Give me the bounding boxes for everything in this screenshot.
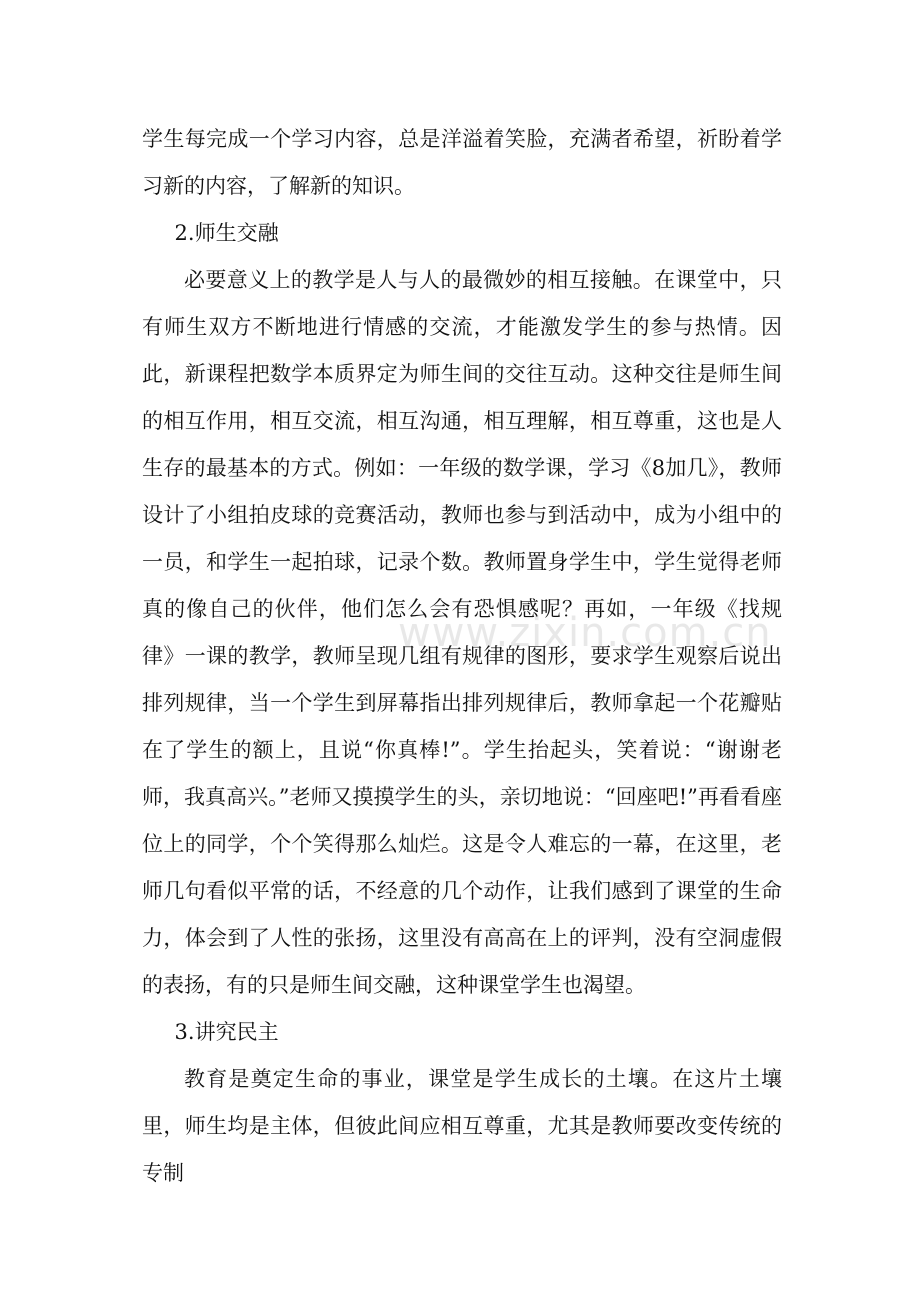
paragraph-body: 必要意义上的教学是人与人的最微妙的相互接触。在课堂中，只有师生双方不断地进行情感的交流，才能激发学生的参与热情。因此，新课程把数学本质界定为师生间的交往互动。这种交往是师生间的相互作用，相互交流，相互沟通，相互理解，相互尊重，这也是人生存的最基本的方式。例如：一年级的数学课，学习《8加几》，教师设计了小组拍皮球的竞赛活动，教师也参与到活动中，成为小组中的一员，和学生一起拍球，记录个数。教师置身学生中，学生觉得老师真的像自己的伙伴，他们怎么会有恐惧感呢？再如，一年级《找规律》一课的教学，教师呈现几组有规律的图形，要求学生观察后说出排列规律，当一个学生到屏幕指出排列规律后，教师拿起一个花瓣贴在了学生的额上，且说“你真棒!”。学生抬起头，笑着说：“谢谢老师，我真高兴。”老师又摸摸学生的头，亲切地说：“回座吧!”再看看座位上的同学，个个笑得那么灿烂。这是令人难忘的一幕，在这里，老师几句看似平常的话，不经意的几个动作，让我们感到了课堂的生命力，体会到了人性的张扬，这里没有高高在上的评判，没有空洞虚假的表扬，有的只是师生间交融，这种课堂学生也渴望。 [142, 268, 782, 997]
watermark: www.zixin.com.cn [398, 610, 772, 656]
section-heading-democracy: 3.讲究民主 [174, 1020, 279, 1044]
document-page [142, 116, 782, 1197]
section-heading-teacher-student-fusion: 2.师生交融 [174, 221, 279, 245]
paragraph-continuation: 学生每完成一个学习内容，总是洋溢着笑脸，充满者希望，祈盼着学习新的内容，了解新的知识。 [142, 127, 782, 198]
paragraph-body: 教育是奠定生命的事业，课堂是学生成长的土壤。在这片土壤里，师生均是主体，但彼此间应相互尊重，尤其是教师要改变传统的专制 [142, 1067, 782, 1185]
